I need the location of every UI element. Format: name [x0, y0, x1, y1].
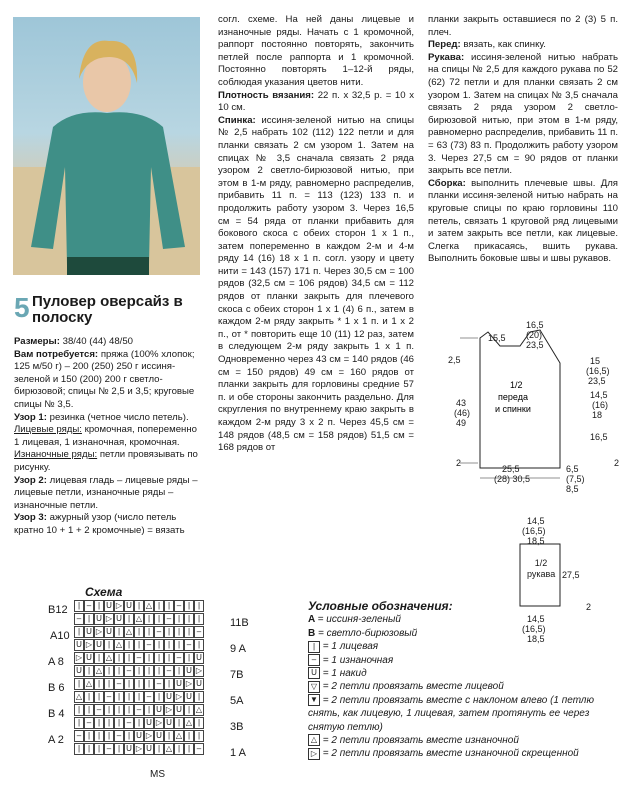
chart-cell: |: [164, 652, 174, 664]
sleeve-dim-top-2: (16,5): [522, 526, 546, 536]
legend-symbol-icon: –: [308, 654, 320, 666]
chart-cell: ▷: [175, 692, 183, 701]
chart-cell: |: [184, 613, 194, 625]
sizes-value: 38/40 (44) 48/50: [62, 336, 134, 347]
chart-cell: ▷: [185, 679, 193, 688]
dim-i: 43: [456, 398, 467, 408]
chart-cell: |: [84, 743, 94, 755]
chart-cell: U: [154, 704, 164, 716]
chart-cell: △: [195, 705, 203, 714]
chart-cell: |: [164, 678, 174, 690]
chart-cell: U: [144, 717, 154, 729]
pattern3-text: ажурный узор (число петель кратно 10 + 1 + 2 кромочные) = вязать: [14, 512, 185, 536]
chart-cell: –: [134, 704, 144, 716]
chart-cell: |: [144, 704, 154, 716]
legend-text: = светло-бирюзовый: [318, 627, 418, 639]
chart-cell: ▷: [85, 640, 93, 649]
legend-text: = 1 изнаночная: [320, 654, 394, 666]
legend-item: [308, 667, 626, 680]
sweater-model-illustration: [13, 17, 200, 275]
chart-cell: U: [164, 691, 174, 703]
chart-cell: –: [74, 730, 84, 742]
sleeve-dim-bottom-2: (16,5): [522, 624, 546, 634]
chart-cell: –: [184, 639, 194, 651]
chart-cell: |: [114, 704, 124, 716]
chart-cell: |: [134, 678, 144, 690]
chart-cell: |: [144, 678, 154, 690]
chart-cell: –: [114, 730, 124, 742]
back-rows-label: Изнаночные ряды:: [14, 449, 98, 461]
chart-cell: ▷: [105, 614, 113, 623]
legend-item: [308, 747, 626, 760]
chart-cell: |: [94, 743, 104, 755]
chart-cell: |: [124, 613, 134, 625]
chart-cell: |: [154, 691, 164, 703]
chart-cell: |: [134, 691, 144, 703]
materials-label: Вам потребуется:: [14, 348, 99, 360]
dim-l: 14,5: [590, 390, 608, 400]
chart-cell: –: [154, 626, 164, 638]
legend-item: [308, 734, 626, 747]
chart-cell: ▷: [75, 653, 83, 662]
chart-cell: △: [85, 679, 93, 688]
chart-cell: |: [104, 717, 114, 729]
chart-cell: |: [144, 652, 154, 664]
chart-cell: |: [74, 626, 84, 638]
chart-cell: △: [75, 692, 83, 701]
chart-cell: |: [104, 730, 114, 742]
chart-cell: △: [115, 640, 123, 649]
chart-cell: U: [194, 678, 204, 690]
chart-cell: |: [84, 665, 94, 677]
chart-cell: –: [84, 717, 94, 729]
chart-cell: |: [134, 639, 144, 651]
pattern1-label: Узор 1:: [14, 411, 47, 423]
front-label: Перед:: [428, 39, 461, 51]
chart-cell: |: [94, 652, 104, 664]
chart-cell: |: [164, 626, 174, 638]
sleeve-label: Рукава:: [428, 51, 465, 63]
chart-cell: |: [74, 743, 84, 755]
legend-key: A: [308, 614, 318, 626]
chart-cell: U: [94, 639, 104, 651]
chart-cell: |: [194, 600, 204, 612]
chart-cell: U: [154, 730, 164, 742]
chart-cell: |: [154, 613, 164, 625]
legend-text: = 1 накид: [320, 668, 367, 680]
column-1: [14, 336, 204, 538]
chart-cell: |: [174, 717, 184, 729]
chart-cell: |: [104, 678, 114, 690]
chart-cell: |: [144, 613, 154, 625]
dim-j: (46): [454, 408, 471, 418]
chart-cell: △: [175, 731, 183, 740]
chart-cell: △: [145, 601, 153, 610]
model-photo: [13, 17, 200, 275]
dim-a: 2,5: [448, 355, 461, 365]
row-label-7b: 7B: [230, 669, 244, 681]
pattern1-text: резинка (четное число петель).: [49, 411, 189, 423]
row-label-b4: B 4: [48, 708, 65, 720]
chart-cell: |: [134, 600, 144, 612]
chart-cell: |: [164, 639, 174, 651]
chart-cell: ▷: [145, 731, 153, 740]
chart-cell: U: [124, 600, 134, 612]
chart-cell: ▷: [115, 601, 123, 610]
chart-cell: U: [104, 626, 114, 638]
chart-cell: |: [124, 730, 134, 742]
pattern-title: Пуловер оверсайз в полоску: [32, 293, 183, 326]
legend-symbol-icon: ▼: [308, 694, 320, 706]
chart-cell: U: [104, 600, 114, 612]
legend-item: [308, 694, 626, 734]
chart-cell: ▷: [165, 705, 173, 714]
legend-symbol-icon: ▽: [308, 681, 320, 693]
legend-item: [308, 627, 626, 640]
chart-cell: U: [114, 613, 124, 625]
dim-g: (16,5): [586, 366, 610, 376]
legend-text: = 1 лицевая: [320, 641, 379, 653]
chart-cell: |: [184, 652, 194, 664]
chart-cell: –: [94, 704, 104, 716]
chart-cell: |: [74, 678, 84, 690]
chart-cell: |: [94, 600, 104, 612]
svg-text:переда: переда: [498, 392, 528, 402]
sizes-label: Размеры:: [14, 336, 60, 347]
row-label-11b: 11B: [230, 617, 249, 629]
chart-cell: U: [124, 743, 134, 755]
chart-cell: |: [94, 730, 104, 742]
chart-cell: △: [185, 718, 193, 727]
chart-cell: |: [84, 691, 94, 703]
chart-cell: |: [174, 626, 184, 638]
chart-cell: |: [124, 691, 134, 703]
row-label-a2: A 2: [48, 734, 64, 746]
row-label-b12: B12: [48, 604, 68, 616]
dim-p: 2: [456, 458, 462, 468]
dim-e: 23,5: [526, 340, 544, 350]
back-rows-text: петли провязывать по рисунку.: [14, 449, 198, 473]
knitting-chart: [74, 600, 224, 762]
chart-cell: |: [74, 600, 84, 612]
row-label-a10: A10: [50, 630, 70, 642]
chart-cell: |: [134, 717, 144, 729]
pattern3-label: Узор 3:: [14, 512, 47, 524]
chart-cell: |: [194, 639, 204, 651]
assembly-text: выполнить плечевые швы. Для планки иссиня-зеленой нитью набрать на круговые спицы по краю горловины 110 петель, связать 1 круговой ряд лицевыми и затем закрыть все петли, как лицевые. Слегка прикасаясь, вшить рукава. Выполнить боковые швы и швы рукавов.: [428, 177, 619, 265]
front-rows-text: кромочная, попеременно 1 лицевая, 1 изнаночная, кромочная.: [14, 424, 197, 448]
sleeve-dim-bottom-3: 18,5: [527, 634, 545, 644]
chart-cell: |: [94, 678, 104, 690]
chart-cell: –: [144, 639, 154, 651]
sleeve-dim-height: 27,5: [562, 570, 580, 580]
chart-cell: U: [194, 652, 204, 664]
chart-cell: |: [164, 730, 174, 742]
chart-title: Схема: [85, 585, 123, 599]
chart-cell: ▷: [95, 627, 103, 636]
chart-cell: U: [94, 613, 104, 625]
chart-cell: |: [114, 652, 124, 664]
chart-cell: |: [184, 743, 194, 755]
chart-cell: |: [154, 639, 164, 651]
chart-cell: |: [194, 717, 204, 729]
chart-cell: |: [94, 691, 104, 703]
pattern2-label: Узор 2:: [14, 474, 47, 486]
dim-m: (16): [592, 400, 609, 410]
dim-c: 16,5: [526, 320, 544, 330]
row-label-5a: 5A: [230, 695, 244, 707]
column-3: [428, 14, 618, 266]
legend-text: = иссиня-зеленый: [317, 614, 401, 626]
row-label-3b: 3B: [230, 721, 244, 733]
chart-cell: |: [104, 639, 114, 651]
dim-v: 2: [614, 458, 620, 468]
chart-cell: –: [74, 613, 84, 625]
chart-cell: –: [164, 665, 174, 677]
chart-cell: |: [174, 665, 184, 677]
chart-cell: |: [154, 600, 164, 612]
dim-n: 18: [592, 410, 603, 420]
legend-symbol-icon: |: [308, 641, 320, 653]
dim-t: (7,5): [566, 474, 585, 484]
chart-cell: |: [94, 717, 104, 729]
legend-text: = 2 петли провязать вместе с наклоном влево (1 петлю снять, как лицевую, 1 лицевая, затем протянуть ее через снятую петлю): [308, 694, 594, 733]
chart-cell: ▷: [155, 718, 163, 727]
chart-cell: |: [184, 600, 194, 612]
chart-cell: –: [124, 717, 134, 729]
chart-cell: |: [154, 743, 164, 755]
chart-cell: |: [84, 730, 94, 742]
chart-cell: –: [194, 626, 204, 638]
dim-q: 25,5: [502, 464, 520, 474]
chart-cell: |: [134, 665, 144, 677]
chart-cell: △: [105, 653, 113, 662]
chart-cell: |: [74, 704, 84, 716]
back-text: иссиня-зеленой нитью на спицы № 2,5 набрать 102 (112) 122 петли и для планки связать 2 см узором 1. Затем на спицах № 3,5 сначала связать 2 ряда узором 2 светло-бирюзовой нитью, при этом в 1-м ряду, равномерно распределив, прибавить 11 п. = 113 (123) 133 п. и продолжить работу узором 3. Через 16,5 см = 54 ряда от планки прибавить для бокового скоса с обеих сторон 1 х 1 п., затем попеременно в каждом 2-м и 4-м ряду 14 (16) 18 х 1 п. согл. узору и цвету нити = 143 (157) 171 п. Через 30,5 см = 100 рядов (32,5 см = 106 рядов) 34,5 см = 112 рядов от планки закрыть для плечевого скоса с обеих сторон 1 х 1 (4) 6 п., затем в каждом 2-м ряду закрыть * 1 х 1 п. и 1 х 2 п., от * повторить еще 10 (11) 12 раз, затем в следующем 2-м ряду закрыть 1 х 1 п. Одновременно через 43 см = 140 рядов (46 см = 150 рядов) 49 см = 160 рядов от планки закрыть для горловины средние 57 п. и обе стороны закончить раздельно. Для скругления по внутреннему краю закрыть в каждом 2-м ряду 3 х 2 п. Через 45,5 см = 148 рядов (48,5 см = 158 рядов) 51,5 см = 168 рядов от: [218, 114, 414, 454]
chart-cell: |: [174, 613, 184, 625]
chart-cell: |: [144, 665, 154, 677]
chart-cell: U: [174, 704, 184, 716]
density-text: 22 п. х 32,5 р. = 10 х 10 см.: [218, 89, 414, 114]
chart-cell: –: [174, 600, 184, 612]
chart-cell: |: [74, 717, 84, 729]
chart-cell: U: [184, 665, 194, 677]
column-2: [218, 14, 414, 455]
chart-cell: |: [124, 678, 134, 690]
legend-text: = 2 петли провязать вместе лицевой: [320, 681, 504, 693]
chart-cell: |: [114, 665, 124, 677]
chart-cell: ▷: [195, 666, 203, 675]
chart-cell: |: [184, 626, 194, 638]
chart-cell: –: [104, 691, 114, 703]
chart-cell: U: [84, 652, 94, 664]
legend-text: = 2 петли провязать вместе изнаночной скрещенной: [320, 748, 579, 760]
sleeve-label: 1/2 рукава: [527, 558, 556, 579]
chart-cell: |: [114, 717, 124, 729]
legend-item: [308, 654, 626, 667]
legend-title: Условные обозначения:: [308, 599, 453, 613]
chart-cell: |: [124, 704, 134, 716]
chart-cell: –: [164, 613, 174, 625]
chart-cell: U: [74, 639, 84, 651]
front-rows-label: Лицевые ряды:: [14, 424, 82, 436]
sleeve-dim-top-1: 14,5: [527, 516, 545, 526]
legend-item: [308, 613, 626, 626]
chart-cell: –: [84, 600, 94, 612]
back-label: Спинка:: [218, 114, 256, 126]
chart-cell: |: [124, 652, 134, 664]
chart-cell: |: [194, 730, 204, 742]
col2-intro: согл. схеме. На ней даны лицевые и изнаночные ряды. Начать с 1 кромочной, раппорт постоянно повторять, закончить петлей после раппорта и 1 кромочной. Постоянно повторять 1–12-й ряды, соблюдая указания цветов нити.: [218, 14, 414, 88]
chart-cell: U: [84, 626, 94, 638]
chart-cell: |: [164, 600, 174, 612]
legend-symbol-icon: U: [308, 667, 320, 679]
chart-cell: |: [124, 639, 134, 651]
dim-r: (28) 30,5: [494, 474, 531, 484]
chart-cell: |: [84, 613, 94, 625]
chart-cell: |: [154, 665, 164, 677]
row-label-a8: A 8: [48, 656, 64, 668]
chart-cell: △: [165, 744, 173, 753]
legend: [308, 600, 626, 761]
sleeve-text: иссиня-зеленой нитью набрать на спицы № 2,5 для каждого рукава по 52 (62) 72 петли и для планки связать 2 см узором 1. Затем на спицах № 3,5 сначала связать 2 ряда узором 2 светло-бирюзовой нитью, при этом в 1-м ряду, равномерно распределив, прибавить 11 п. = 63 (73) 83 п. Продолжить работу узором 3. Через 27,5 см = 90 рядов от планки закрыть все петли.: [428, 51, 618, 177]
col3-intro: планки закрыть оставшиеся по 2 (3) 5 п. плеч.: [428, 14, 618, 38]
chart-cell: |: [144, 626, 154, 638]
chart-cell: |: [174, 743, 184, 755]
legend-key: B: [308, 627, 318, 639]
chart-cell: U: [74, 665, 84, 677]
chart-cell: U: [184, 691, 194, 703]
assembly-label: Сборка:: [428, 177, 466, 189]
chart-cell: |: [194, 613, 204, 625]
chart-cell: –: [114, 678, 124, 690]
chart-cell: |: [194, 691, 204, 703]
dim-b: 15,5: [488, 333, 506, 343]
legend-item: [308, 640, 626, 653]
chart-cell: △: [95, 666, 103, 675]
legend-symbol-icon: ▷: [308, 748, 320, 760]
svg-text:и спинки: и спинки: [495, 404, 531, 414]
chart-cell: |: [134, 626, 144, 638]
legend-text: = 2 петли провязать вместе изнаночной: [320, 735, 519, 747]
dim-d: (20): [526, 330, 543, 340]
row-label-1a: 1 A: [230, 747, 246, 759]
chart-cell: U: [134, 730, 144, 742]
row-label-9a: 9 A: [230, 643, 246, 655]
sleeve-dim-bottom-1: 14,5: [527, 614, 545, 624]
ms-label: MS: [150, 769, 165, 780]
chart-cell: |: [104, 704, 114, 716]
chart-cell: △: [135, 614, 143, 623]
chart-cell: –: [104, 743, 114, 755]
chart-cell: |: [154, 652, 164, 664]
dim-f: 15: [590, 356, 601, 366]
legend-item: [308, 680, 626, 693]
chart-cell: U: [174, 678, 184, 690]
pattern2-text: лицевая гладь – лицевые ряды – лицевые петли, изнаночные ряды – изнаночные петли.: [14, 474, 198, 511]
chart-cell: △: [125, 627, 133, 636]
dim-h: 23,5: [588, 376, 606, 386]
chart-cell: –: [194, 743, 204, 755]
body-piece-label: 1/2: [510, 380, 523, 390]
density-label: Плотность вязания:: [218, 89, 315, 101]
dim-u: 8,5: [566, 484, 579, 494]
chart-cell: –: [124, 665, 134, 677]
front-text: вязать, как спинку.: [463, 39, 546, 51]
chart-cell: –: [134, 652, 144, 664]
chart-cell: –: [144, 691, 154, 703]
chart-cell: U: [144, 743, 154, 755]
chart-cell: –: [174, 652, 184, 664]
row-label-b6: B 6: [48, 682, 65, 694]
legend-symbol-icon: △: [308, 734, 320, 746]
sleeve-dim-band: 2: [586, 602, 592, 612]
sleeve-dim-top-3: 18,5: [527, 536, 545, 546]
chart-cell: |: [174, 639, 184, 651]
chart-cell: |: [104, 665, 114, 677]
chart-cell: |: [114, 743, 124, 755]
dim-o: 16,5: [590, 432, 608, 442]
dim-k: 49: [456, 418, 467, 428]
chart-cell: U: [164, 717, 174, 729]
chart-cell: |: [114, 691, 124, 703]
chart-cell: ▷: [135, 744, 143, 753]
chart-cell: |: [84, 704, 94, 716]
materials-text: пряжа (100% хлопок; 125 м/50 г) – 200 (250) 250 г иссиня-зеленой и 150 (200) 200 г светло-бирюзовой; спицы № 2,5 и 3,5; круговые спицы № 3,5.: [14, 348, 195, 410]
chart-cell: |: [114, 626, 124, 638]
chart-cell: |: [184, 704, 194, 716]
chart-cell: –: [154, 678, 164, 690]
pattern-number: 5: [14, 292, 30, 323]
chart-cell: |: [184, 730, 194, 742]
dim-s: 6,5: [566, 464, 579, 474]
